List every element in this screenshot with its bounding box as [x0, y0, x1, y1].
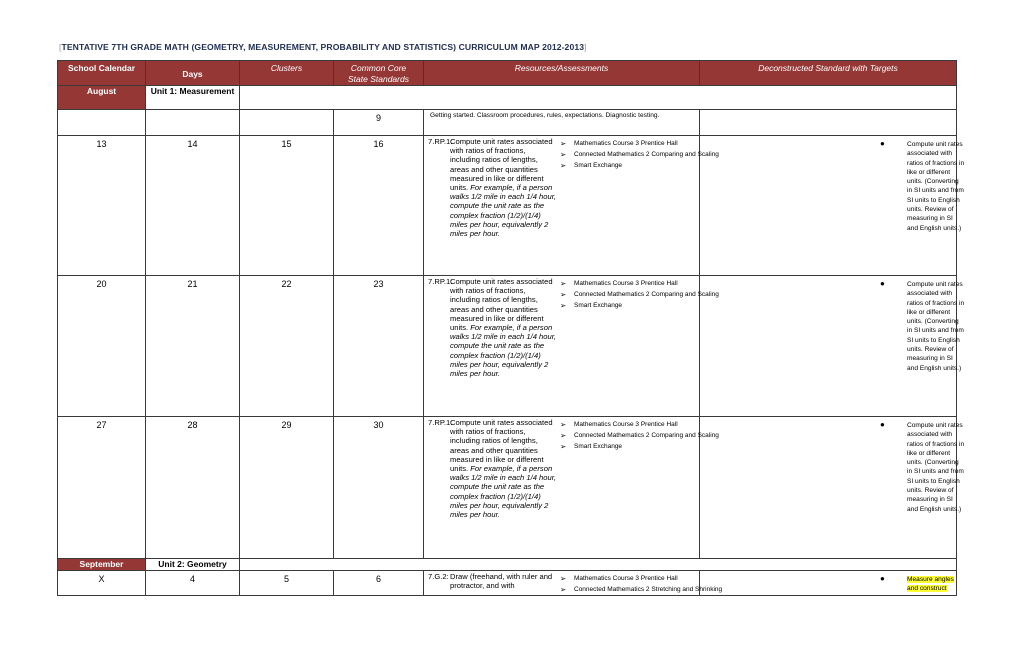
standard-cell — [424, 136, 719, 276]
header-row — [58, 61, 957, 86]
day-cell: 22 — [240, 276, 334, 417]
day-cell: 9 — [334, 110, 424, 136]
month-row-august — [58, 86, 957, 110]
arrow-bullet-icon: ➢ — [560, 279, 567, 288]
header-days: Days — [146, 61, 240, 86]
resource-item: ➢ Connected Mathematics 2 Stretching and Shrinking — [560, 585, 723, 595]
header-common-core: Common Core State Standards — [334, 61, 424, 86]
day-cell: 28 — [146, 417, 240, 559]
standard-cell — [424, 276, 719, 417]
day-cell: 21 — [146, 276, 240, 417]
day-cell: 13 — [58, 136, 146, 276]
standard-cell — [424, 571, 723, 596]
arrow-bullet-icon: ➢ — [560, 139, 567, 148]
arrow-bullet-icon: ➢ — [560, 290, 567, 300]
target-text: Compute unit rates associated with ratios of fractions in like or different units. (Converting in SI units and from SI units to English units. Review of measuring in SI and English units.) — [907, 422, 965, 513]
standard-description: Compute unit rates associated with ratios of fractions, including ratios of lengths, areas and other quantities measured in like or different units. For example, if a person walks 1/2 mile in each 1/4 hour, compute the unit rate as the complex fraction (1/2)/(1/4) miles per hour, equivalently 2 miles per hour. — [450, 418, 556, 520]
standard-code: 7.RP.1: — [428, 418, 453, 427]
day-cell: 5 — [240, 571, 334, 596]
curriculum-map-table — [57, 60, 965, 596]
day-cell: 15 — [240, 136, 334, 276]
unit-label: Unit 1: Measurement — [146, 86, 240, 110]
resource-item: ➢ Mathematics Course 3 Prentice Hall — [560, 139, 678, 148]
arrow-bullet-icon: ➢ — [560, 301, 567, 311]
header-resources: Resources/Assessments — [424, 61, 700, 86]
resource-item: ➢ Mathematics Course 3 Prentice Hall — [560, 420, 678, 429]
day-cell: X — [58, 571, 146, 596]
standard-code: 7.G.2: — [428, 572, 449, 581]
arrow-bullet-icon: ➢ — [560, 161, 567, 171]
resource-item: ➢ Mathematics Course 3 Prentice Hall — [560, 279, 678, 288]
day-cell: 4 — [146, 571, 240, 596]
day-cell: 29 — [240, 417, 334, 559]
standard-cell — [424, 417, 719, 559]
day-cell: 6 — [334, 571, 424, 596]
month-row-september — [58, 559, 957, 571]
getting-started-note: Getting started. Classroom procedures, rules, expectations. Diagnostic testing. — [424, 110, 700, 136]
document-title — [59, 42, 587, 52]
dot-bullet-icon: ● — [880, 574, 885, 583]
day-cell: 20 — [58, 276, 146, 417]
day-cell: 27 — [58, 417, 146, 559]
title-text: TENTATIVE 7TH GRADE MATH (GEOMETRY, MEASUREMENT, PROBABILITY AND STATISTICS) CURRICULUM MAP 2012-2013 — [61, 42, 585, 52]
dot-bullet-icon: ● — [880, 279, 885, 288]
standard-description: Compute unit rates associated with ratios of fractions, including ratios of lengths, areas and other quantities measured in like or different units. For example, if a person walks 1/2 mile in each 1/4 hour, compute the unit rate as the complex fraction (1/2)/(1/4) miles per hour, equivalently 2 miles per hour. — [450, 277, 556, 379]
day-cell: 14 — [146, 136, 240, 276]
header-clusters: Clusters — [240, 61, 334, 86]
month-row-blank — [240, 559, 957, 571]
standard-code: 7.RP.1: — [428, 277, 453, 286]
dot-bullet-icon: ● — [880, 139, 885, 148]
resource-item: ➢ Connected Mathematics 2 Comparing and Scaling — [560, 431, 719, 441]
resource-item: ➢ Connected Mathematics 2 Comparing and Scaling — [560, 290, 719, 300]
month-row-blank — [240, 86, 957, 110]
resource-item: ➢ Connected Mathematics 2 Comparing and Scaling — [560, 150, 719, 160]
resource-item: ➢ Mathematics Course 3 Prentice Hall — [560, 574, 678, 583]
arrow-bullet-icon: ➢ — [560, 420, 567, 429]
arrow-bullet-icon: ➢ — [560, 574, 567, 583]
day-cell: 23 — [334, 276, 424, 417]
arrow-bullet-icon: ➢ — [560, 150, 567, 160]
week-row — [58, 276, 957, 417]
standard-description: Compute unit rates associated with ratios of fractions, including ratios of lengths, areas and other quantities measured in like or different units. For example, if a person walks 1/2 mile in each 1/4 hour, compute the unit rate as the complex fraction (1/2)/(1/4) miles per hour, equivalently 2 miles per hour. — [450, 137, 556, 239]
header-school-calendar: School Calendar — [58, 61, 146, 86]
target-text: Compute unit rates associated with ratios of fractions in like or different units. (Converting in SI units and from SI units to English units. Review of measuring in SI and English units.) — [907, 281, 965, 372]
header-deconstructed: Deconstructed Standard with Targets — [700, 61, 957, 86]
day-cell: 16 — [334, 136, 424, 276]
day-cell: 30 — [334, 417, 424, 559]
arrow-bullet-icon: ➢ — [560, 585, 567, 595]
month-august: August — [58, 86, 146, 110]
getting-started-row — [58, 110, 957, 136]
week-row — [58, 417, 957, 559]
resource-item: ➢ Smart Exchange — [560, 301, 623, 311]
title-bracket-left: [ — [59, 42, 62, 52]
target-text: Compute unit rates associated with ratios of fractions in like or different units. (Converting in SI units and from SI units to English units. Review of measuring in SI and English units.) — [907, 141, 965, 232]
target-cell — [700, 417, 965, 559]
arrow-bullet-icon: ➢ — [560, 442, 567, 452]
target-cell — [700, 276, 965, 417]
title-bracket-right: ] — [584, 42, 587, 52]
week-row — [58, 571, 957, 596]
standard-code: 7.RP.1: — [428, 137, 453, 146]
unit-label: Unit 2: Geometry — [146, 559, 240, 571]
arrow-bullet-icon: ➢ — [560, 431, 567, 441]
standard-description: Draw (freehand, with ruler and protractor, and with — [450, 572, 553, 591]
target-cell — [700, 136, 965, 276]
target-text: Measure angles and construct — [907, 576, 954, 593]
month-september: September — [58, 559, 146, 571]
week-row — [58, 136, 957, 276]
target-cell — [700, 571, 957, 596]
resource-item: ➢ Smart Exchange — [560, 161, 623, 171]
resource-item: ➢ Smart Exchange — [560, 442, 623, 452]
dot-bullet-icon: ● — [880, 420, 885, 429]
